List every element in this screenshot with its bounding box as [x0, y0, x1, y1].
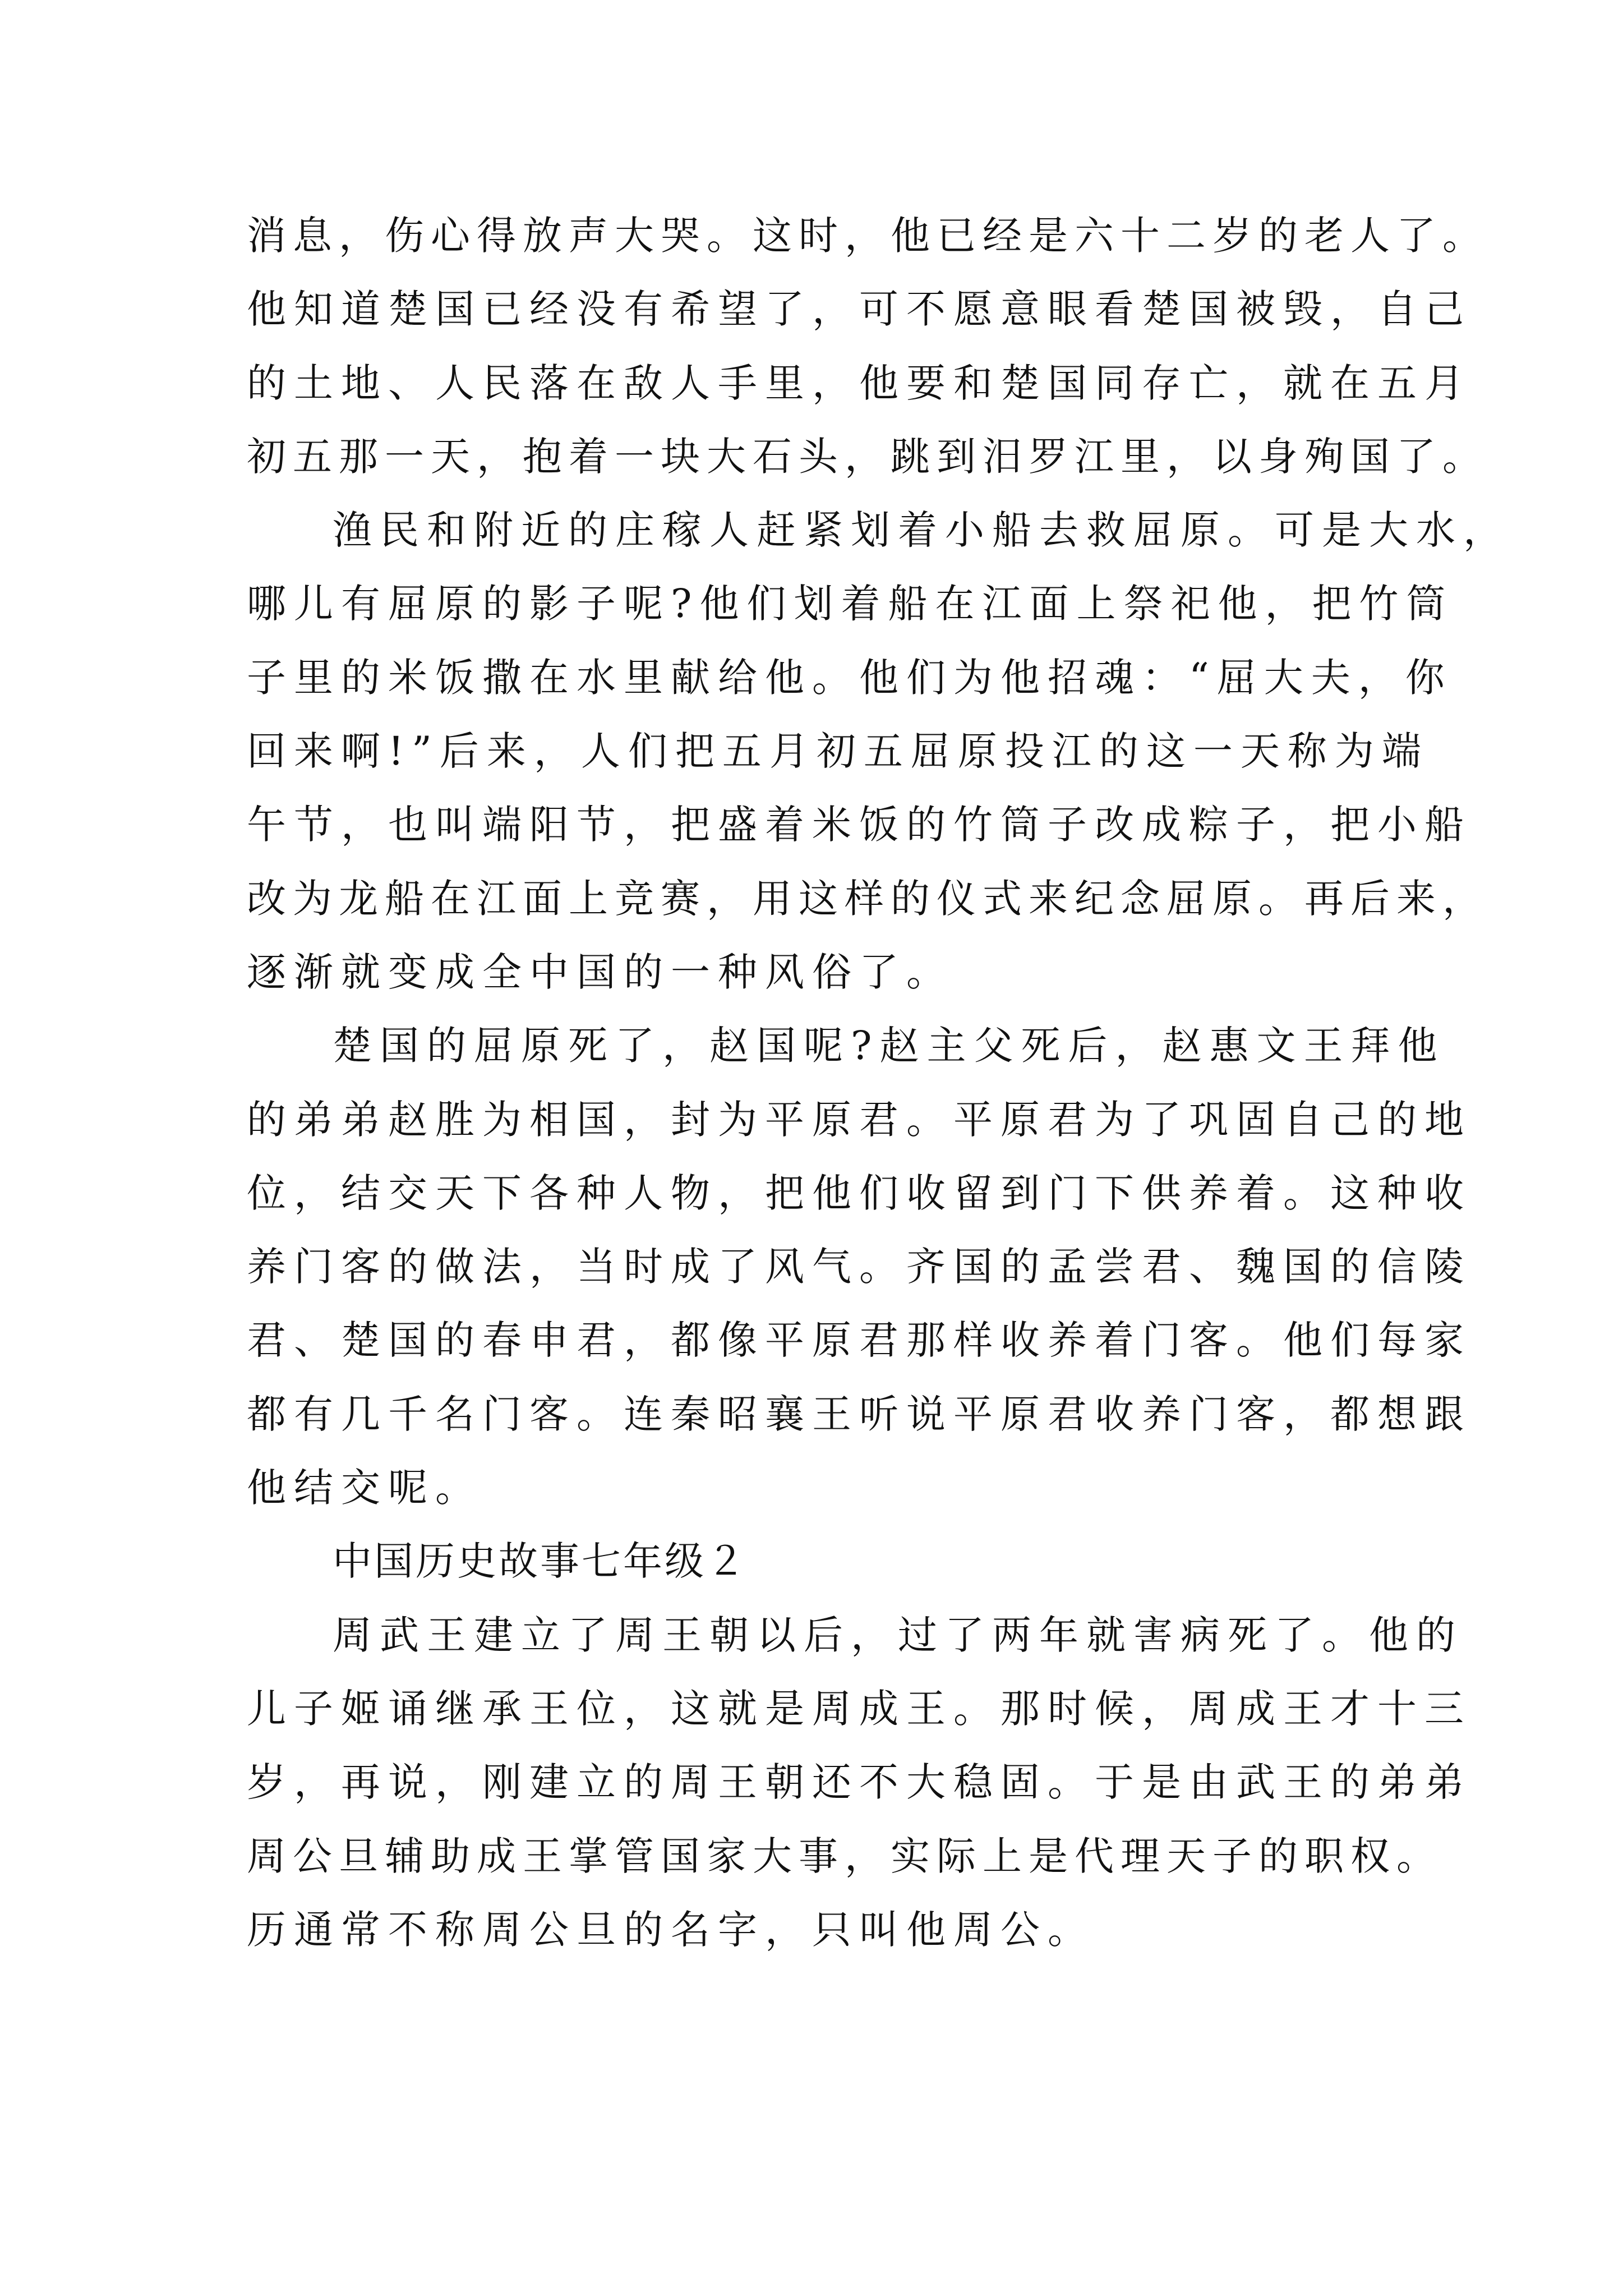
text-line: 君、楚国的春申君，都像平原君那样收养着门客。他们每家	[247, 1317, 1472, 1364]
text-line: 回来啊!”后来，人们把五月初五屈原投江的这一天称为端	[247, 728, 1429, 775]
heading-line: 中国历史故事七年级２	[333, 1538, 748, 1585]
paragraph-2	[247, 494, 1510, 1009]
text-line: 养门客的做法，当时成了风气。齐国的孟尝君、魏国的信陵	[247, 1244, 1472, 1290]
text-line: 都有几千名门客。连秦昭襄王听说平原君收养门客，都想跟	[247, 1391, 1472, 1437]
text-line: 他知道楚国已经没有希望了，可不愿意眼看楚国被毁，自己	[247, 286, 1472, 333]
paragraph-1	[247, 199, 1488, 494]
text-line: 午节，也叫端阳节，把盛着米饭的竹筒子改成粽子，把小船	[247, 802, 1472, 848]
section-heading	[247, 1525, 1402, 1598]
text-line: 的土地、人民落在敌人手里，他要和楚国同存亡，就在五月	[247, 360, 1472, 406]
text-line: 周公旦辅助成王掌管国家大事，实际上是代理天子的职权。	[247, 1833, 1442, 1879]
text-line: 哪儿有屈原的影子呢?他们划着船在江面上祭祀他，把竹筒	[247, 581, 1454, 627]
paragraph-3	[247, 1009, 1472, 1525]
text-line: 消息，伤心得放声大哭。这时，他已经是六十二岁的老人了。	[247, 213, 1488, 259]
text-line: 渔民和附近的庄稼人赶紧划着小船去救屈原。可是大水，	[333, 507, 1510, 554]
text-line: 的弟弟赵胜为相国，封为平原君。平原君为了巩固自己的地	[247, 1096, 1472, 1143]
text-line: 岁，再说，刚建立的周王朝还不大稳固。于是由武王的弟弟	[247, 1759, 1472, 1806]
text-line: 他结交呢。	[247, 1465, 482, 1511]
text-line: 改为龙船在江面上竞赛，用这样的仪式来纪念屈原。再后来，	[247, 875, 1488, 922]
text-line: 位，结交天下各种人物，把他们收留到门下供养着。这种收	[247, 1170, 1472, 1216]
text-line: 子里的米饭撒在水里献给他。他们为他招魂：“屈大夫，你	[247, 654, 1453, 701]
text-line: 逐渐就变成全中国的一种风俗了。	[247, 949, 953, 995]
document-body	[247, 199, 1510, 1967]
paragraph-5	[247, 1599, 1472, 1967]
text-line: 周武王建立了周王朝以后，过了两年就害病死了。他的	[333, 1612, 1463, 1658]
text-line: 初五那一天，抱着一块大石头，跳到汨罗江里，以身殉国了。	[247, 433, 1488, 480]
text-line: 历通常不称周公旦的名字，只叫他周公。	[247, 1906, 1095, 1953]
text-line: 楚国的屈原死了，赵国呢?赵主父死后，赵惠文王拜他	[333, 1023, 1445, 1069]
text-line: 儿子姬诵继承王位，这就是周成王。那时候，周成王才十三	[247, 1685, 1472, 1732]
